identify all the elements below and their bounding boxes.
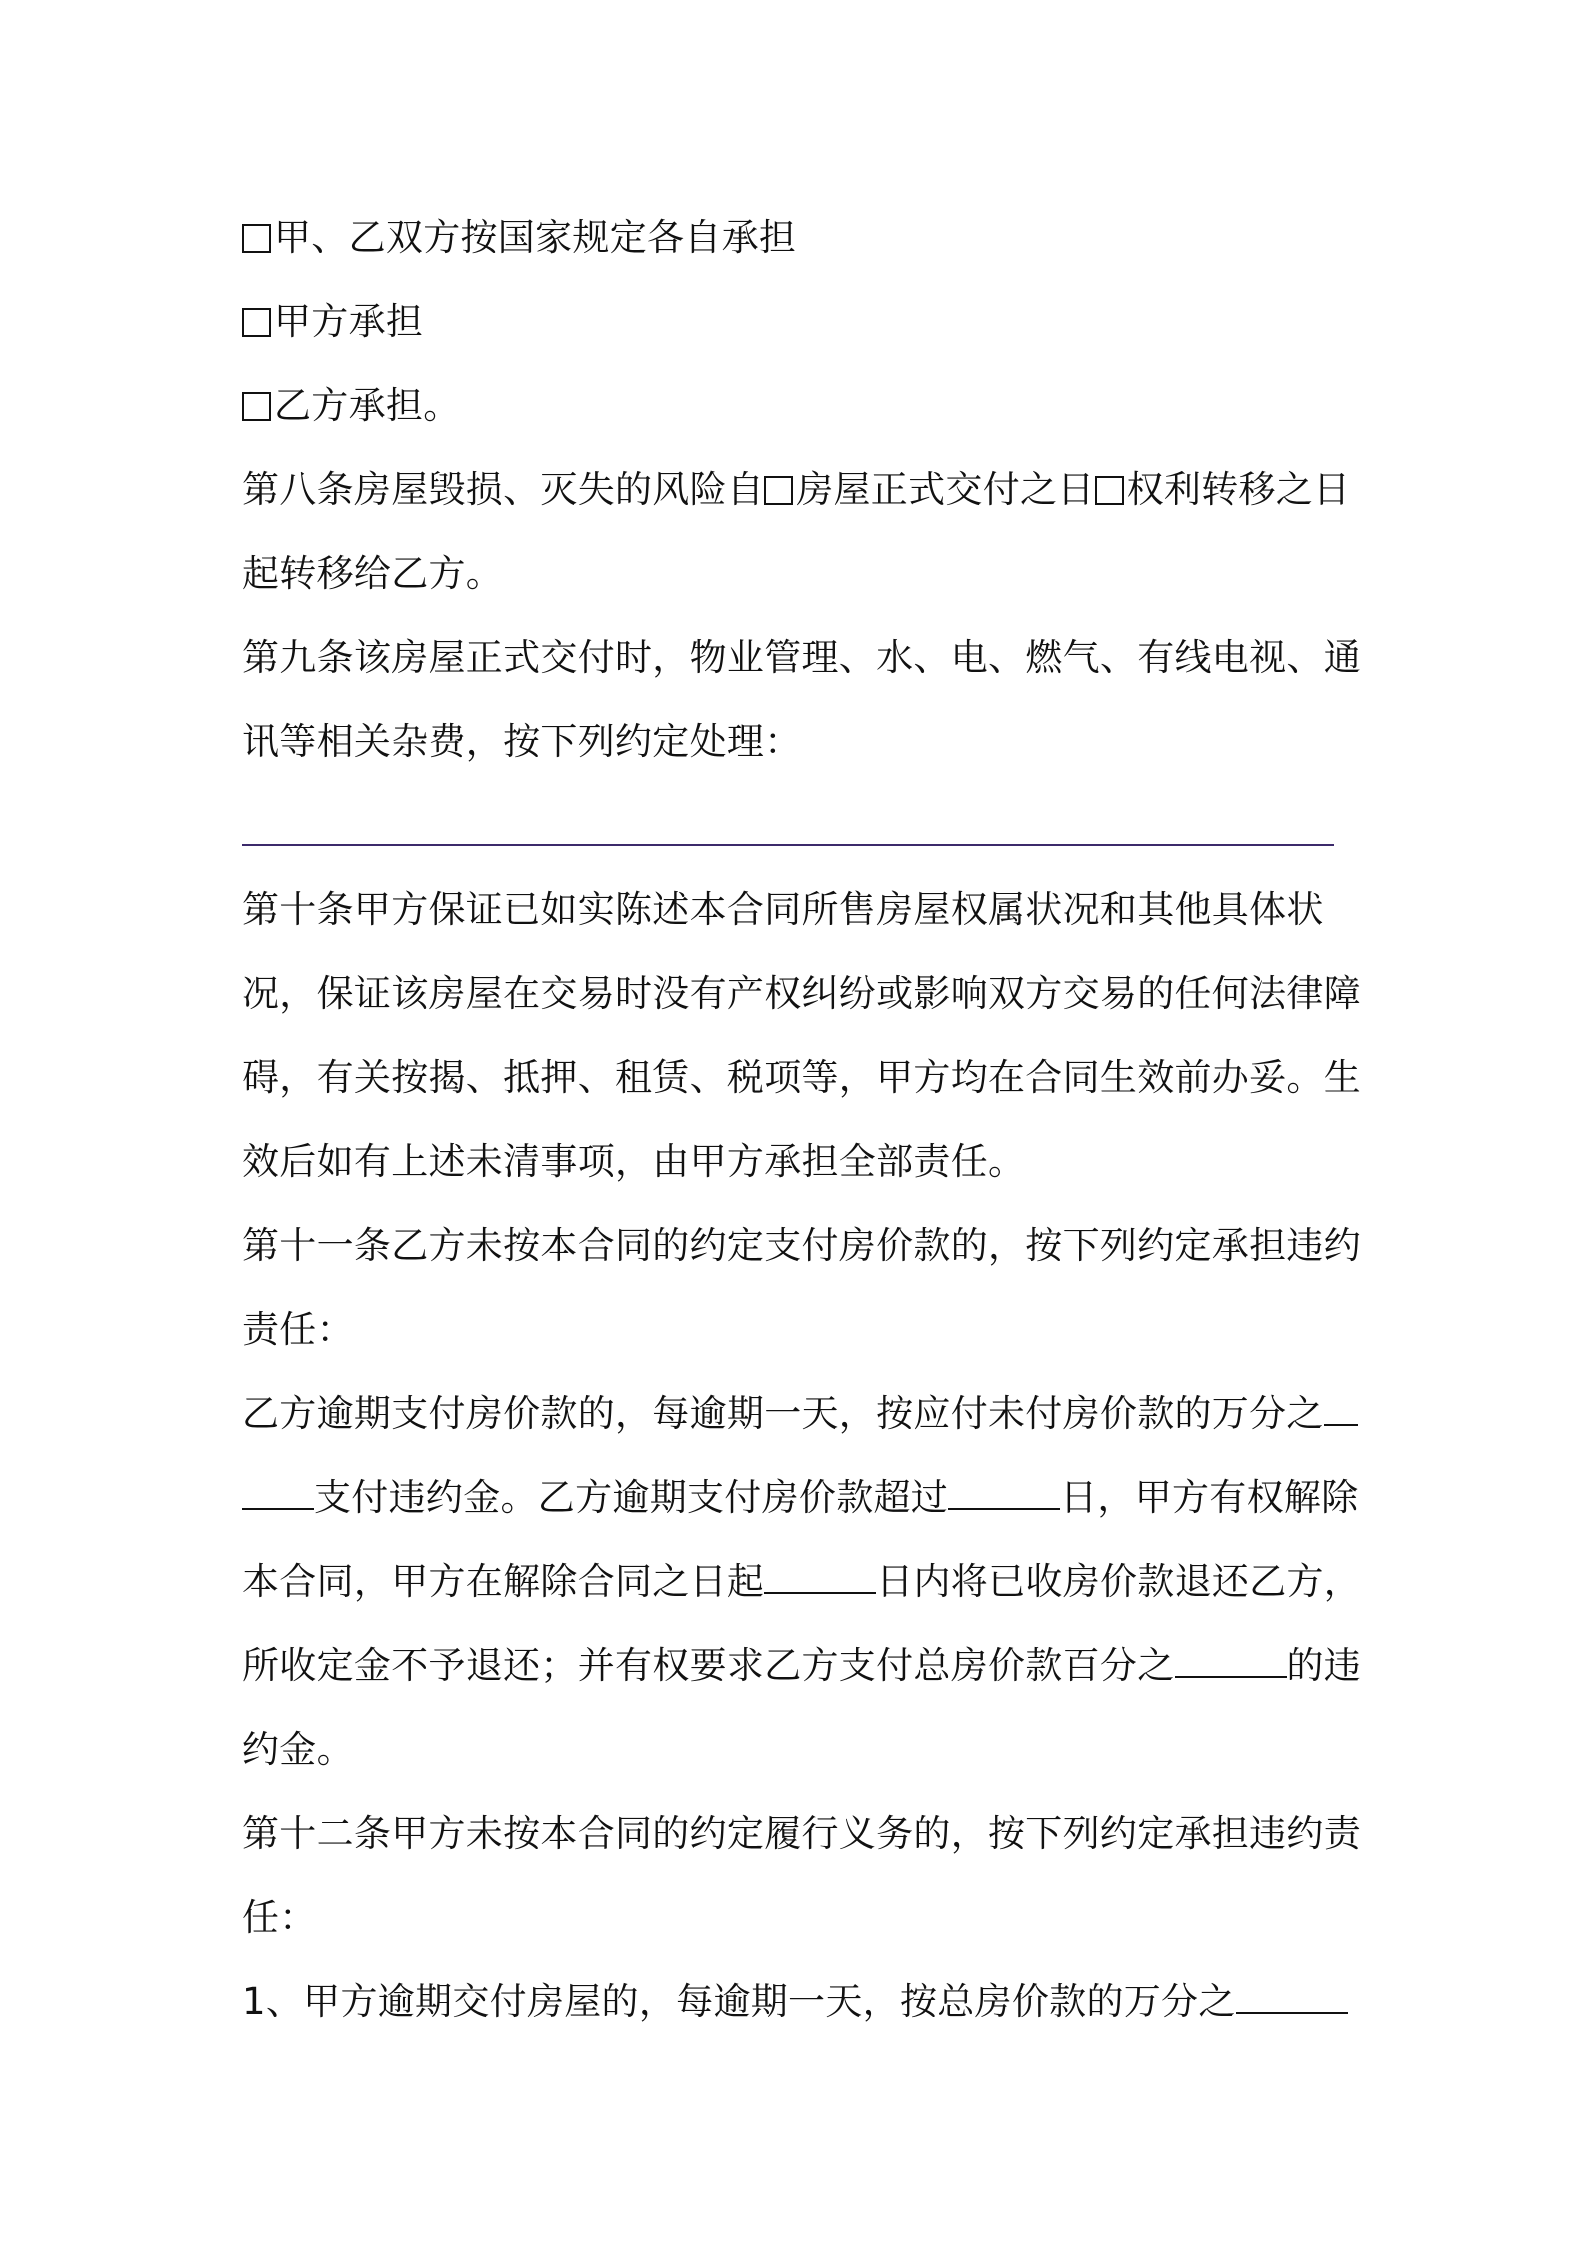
text-line [242, 1288, 1362, 1372]
text-line [242, 868, 1362, 952]
article-9-text: 讯等相关杂费，按下列约定处理： [242, 720, 802, 763]
article-11-text: 日内将已收房价款退还乙方， [876, 1560, 1362, 1603]
option-text: 房屋正式交付之日 [796, 468, 1095, 511]
text-line [242, 196, 1362, 280]
article-12-text: 任： [242, 1896, 317, 1939]
article-10-text: 第十条甲方保证已如实陈述本合同所售房屋权属状况和其他具体状 [242, 888, 1324, 931]
checkbox[interactable] [1095, 476, 1124, 505]
article-9-text: 第九条该房屋正式交付时，物业管理、水、电、燃气、有线电视、通 [242, 636, 1361, 679]
blank-field[interactable] [1175, 1646, 1287, 1678]
document-page [242, 196, 1362, 2044]
text-line [242, 952, 1362, 1036]
article-10-text: 碍，有关按揭、抵押、租赁、税项等，甲方均在合同生效前办妥。生 [242, 1056, 1361, 1099]
text-line [242, 532, 1362, 616]
text-line [242, 700, 1362, 784]
article-8-text: 起转移给乙方。 [242, 552, 504, 595]
checkbox[interactable] [242, 308, 271, 337]
article-10-text: 况，保证该房屋在交易时没有产权纠纷或影响双方交易的任何法律障 [242, 972, 1361, 1015]
text-line [242, 1036, 1362, 1120]
article-11-text: 第十一条乙方未按本合同的约定支付房价款的，按下列约定承担违约 [242, 1224, 1361, 1267]
option-text: 权利转移之日 [1126, 468, 1351, 511]
option-text: 甲、乙双方按国家规定各自承担 [274, 216, 797, 259]
article-10-text: 效后如有上述未清事项，由甲方承担全部责任。 [242, 1140, 1026, 1183]
article-11-text: 责任： [242, 1308, 354, 1351]
article-12-text: 1、甲方逾期交付房屋的，每逾期一天，按总房价款的万分之 [242, 1980, 1236, 2023]
blank-field[interactable] [1236, 1982, 1348, 2014]
article-11-text: 的违 [1286, 1644, 1362, 1687]
blank-field[interactable] [948, 1478, 1060, 1510]
text-line [242, 616, 1362, 700]
blank-field[interactable] [242, 1478, 314, 1510]
fill-in-line-row [242, 784, 1362, 868]
text-line [242, 1792, 1362, 1876]
article-11-text: 约金。 [242, 1728, 354, 1771]
text-line [242, 1120, 1362, 1204]
text-line [242, 1876, 1362, 1960]
text-line [242, 1204, 1362, 1288]
checkbox[interactable] [242, 392, 271, 421]
text-line [242, 1708, 1362, 1792]
fill-in-line[interactable] [242, 844, 1334, 846]
option-text: 乙方承担。 [274, 384, 461, 427]
text-line [242, 1456, 1362, 1540]
text-line [242, 448, 1362, 532]
article-11-text: 所收定金不予退还；并有权要求乙方支付总房价款百分之 [242, 1644, 1175, 1687]
blank-field[interactable] [1324, 1394, 1358, 1426]
article-12-text: 第十二条甲方未按本合同的约定履行义务的，按下列约定承担违约责 [242, 1812, 1361, 1855]
text-line [242, 1540, 1362, 1624]
article-11-text: 乙方逾期支付房价款的，每逾期一天，按应付未付房价款的万分之 [242, 1392, 1324, 1435]
text-line [242, 364, 1362, 448]
checkbox[interactable] [764, 476, 793, 505]
article-11-text: 本合同，甲方在解除合同之日起 [242, 1560, 765, 1603]
option-text: 甲方承担 [274, 300, 424, 343]
text-line [242, 1960, 1362, 2044]
article-8-text: 第八条房屋毁损、灭失的风险自 [242, 468, 765, 511]
blank-field[interactable] [764, 1562, 876, 1594]
article-11-text: 支付违约金。乙方逾期支付房价款超过 [314, 1476, 949, 1519]
checkbox[interactable] [242, 224, 271, 253]
text-line [242, 280, 1362, 364]
text-line [242, 1372, 1362, 1456]
article-11-text: 日，甲方有权解除 [1060, 1476, 1359, 1519]
text-line [242, 1624, 1362, 1708]
